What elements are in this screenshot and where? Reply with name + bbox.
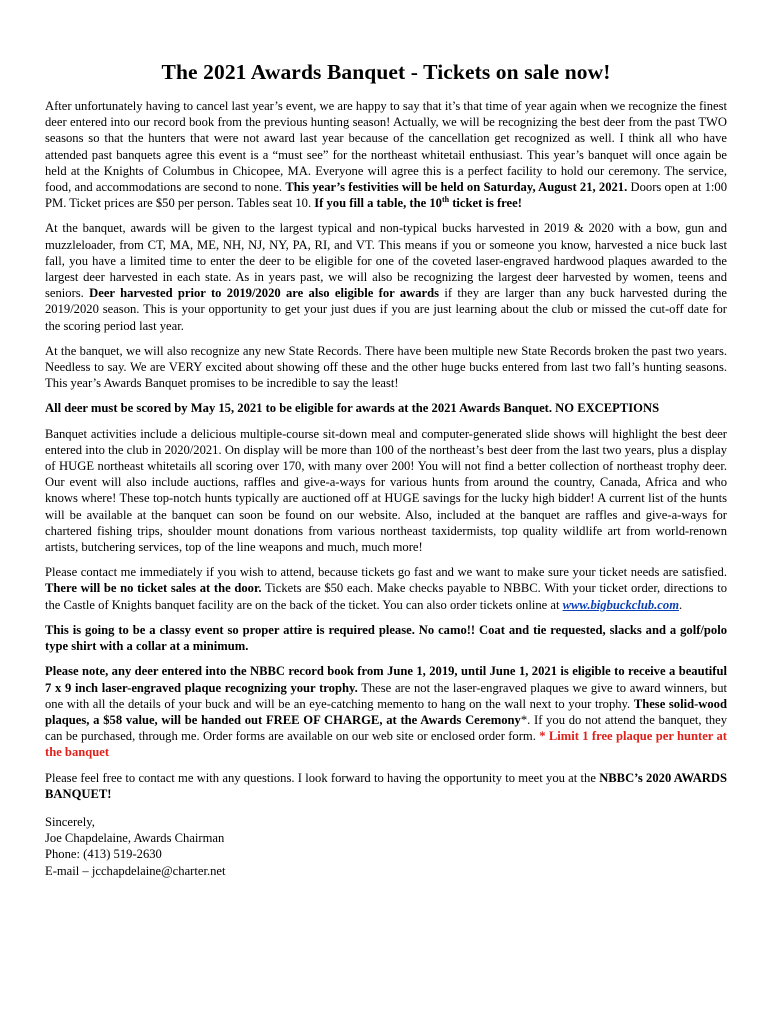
event-date-text: This year’s festivities will be held on Saturday, August 21, 2021. (285, 180, 628, 195)
signature-email: E-mail – jcchapdelaine@charter.net (45, 863, 226, 878)
document-page (45, 60, 727, 879)
period: . (679, 597, 683, 612)
plaque-details-text: These are not the laser-engraved plaques we give to award winners, but one with all the details of your buck and will be an eye-catching memento to hang on the wall next to your trophy. (45, 680, 727, 711)
free-ticket-text: If you fill a table, the 10th ticket is free! (314, 195, 522, 211)
page-title: The 2021 Awards Banquet - Tickets on sale now! (161, 60, 611, 84)
signature-closing: Sincerely, (45, 814, 95, 829)
state-records-paragraph: At the banquet, we will also recognize any new State Records. There have been multiple new State Records broken the past two years. Needless to say. We are VERY excited about showing off these and the other huge bucks entered from last two fall’s hunting seasons. This year’s Awards Banquet promises to be incredible to say the least! (45, 343, 727, 391)
plaque-limit-note: * Limit 1 free plaque per hunter at the banquet (45, 729, 728, 760)
plaque-eligibility-text: Please note, any deer entered into the NBBC record book from June 1, 2019, until June 1, 2021 is eligible to receive a beautiful 7 x 9 inch laser-engraved plaque recognizing your trophy. (45, 664, 727, 695)
closing-paragraph (45, 770, 727, 802)
contact-tickets-paragraph (45, 564, 727, 613)
eligibility-emphasis: Deer harvested prior to 2019/2020 are also eligible for awards (89, 286, 440, 301)
awards-paragraph (45, 220, 727, 333)
scoring-deadline-paragraph: All deer must be scored by May 15, 2021 to be eligible for awards at the 2021 Awards Banquet. NO EXCEPTIONS (45, 401, 660, 416)
closing-text: Please feel free to contact me with any questions. I look forward to having the opportunity to meet you at the (45, 770, 596, 785)
free-plaque-text: These solid-wood plaques, a $58 value, will be handed out FREE OF CHARGE, at the Awards Ceremony (45, 696, 727, 727)
signature-block (45, 814, 727, 879)
activities-paragraph: Banquet activities include a delicious multiple-course sit-down meal and computer-generated slide shows will highlight the best deer entered into the club in 2020/2021. On display will be more than 100 of the northeast’s best deer from the last two years, plus a display of HUGE northeast whitetails all scoring over 170, with many over 200! You will not find a better collection of northeast trophy deer. Our event will also include auctions, raffles and give-a-ways for various hunts from around the country, Canada, Africa and who knows where! These top-notch hunts typically are auctioned off at HUGE savings for the lucky high bidder! A current list of the hunts will be available at the banquet can soon be found on our website. Also, included at the banquet are raffles and give-a-ways for chartered fishing trips, shoulder mount donations from various northeast taxidermists, top quality wildlife art from world-renown artists, butchering services, top of the line weapons and much, much more! (45, 426, 727, 555)
awards-text: At the banquet, awards will be given to the largest typical and non-typical bucks harvested in 2019 & 2020 with a bow, gun and muzzleloader, from CT, MA, ME, NH, NJ, NY, PA, RI, and VT. This means if you or someone you know, harvested a nice buck last fall, you have a limited time to enter the deer to be eligible for one of the coveted laser-engraved hardwood plaques awarded to the largest deer harvested in each state. As in years past, we will also be recognizing the largest deer harvested by women, teens and seniors. (45, 221, 727, 301)
signature-name: Joe Chapdelaine, Awards Chairman (45, 831, 225, 846)
ticket-info-text: Doors open at 1:00 PM. Ticket prices are $50 per person. Tables seat 10. (45, 180, 728, 211)
tickets-text: Tickets are $50 each. Make checks payable to NBBC. With your ticket order, directions to the Castle of Knights banquet facility are on the back of the ticket. You can also order tickets online at (45, 581, 728, 612)
no-door-sales-text: There will be no ticket sales at the door. (45, 581, 262, 596)
intro-text: After unfortunately having to cancel last year’s event, we are happy to say that it’s that time of year again when we recognize the finest deer entered into our record book from the previous hunting season! Actually, we will be recognizing the best deer from the past TWO seasons so that the hunters that were not award last year because of the cancellation get recognized as well. I think all who have attended past banquets agree this event is a “must see” for the northeast whitetail enthusiast. This year’s banquet will once again be held at the Knights of Columbus in Chicopee, MA. Everyone will agree this is a perfect facility to hold our ceremony. The service, food, and accommodations are second to none. (45, 99, 727, 195)
plaque-paragraph (45, 663, 727, 760)
intro-paragraph (45, 98, 727, 211)
attire-paragraph: This is going to be a classy event so proper attire is required please. No camo!! Coat and tie requested, slacks and a golf/polo type shirt with a collar at a minimum. (45, 622, 727, 654)
plaque-purchase-text: *. If you do not attend the banquet, they can be purchased, through me. Order forms are available on our web site or enclosed order form. (45, 712, 727, 744)
banquet-name-text: NBBC’s 2020 AWARDS BANQUET! (45, 770, 727, 801)
website-link[interactable]: www.bigbuckclub.com (562, 597, 679, 612)
signature-phone: Phone: (413) 519-2630 (45, 847, 162, 862)
contact-text: Please contact me immediately if you wish to attend, because tickets go fast and we want to make sure your ticket needs are satisfied. (45, 565, 727, 580)
awards-text-end: if they are larger than any buck harvested during the 2019/2020 season. This is your opportunity to get your just dues if you are just learning about the club or missed the cut-off date for the scoring period last year. (45, 286, 727, 333)
